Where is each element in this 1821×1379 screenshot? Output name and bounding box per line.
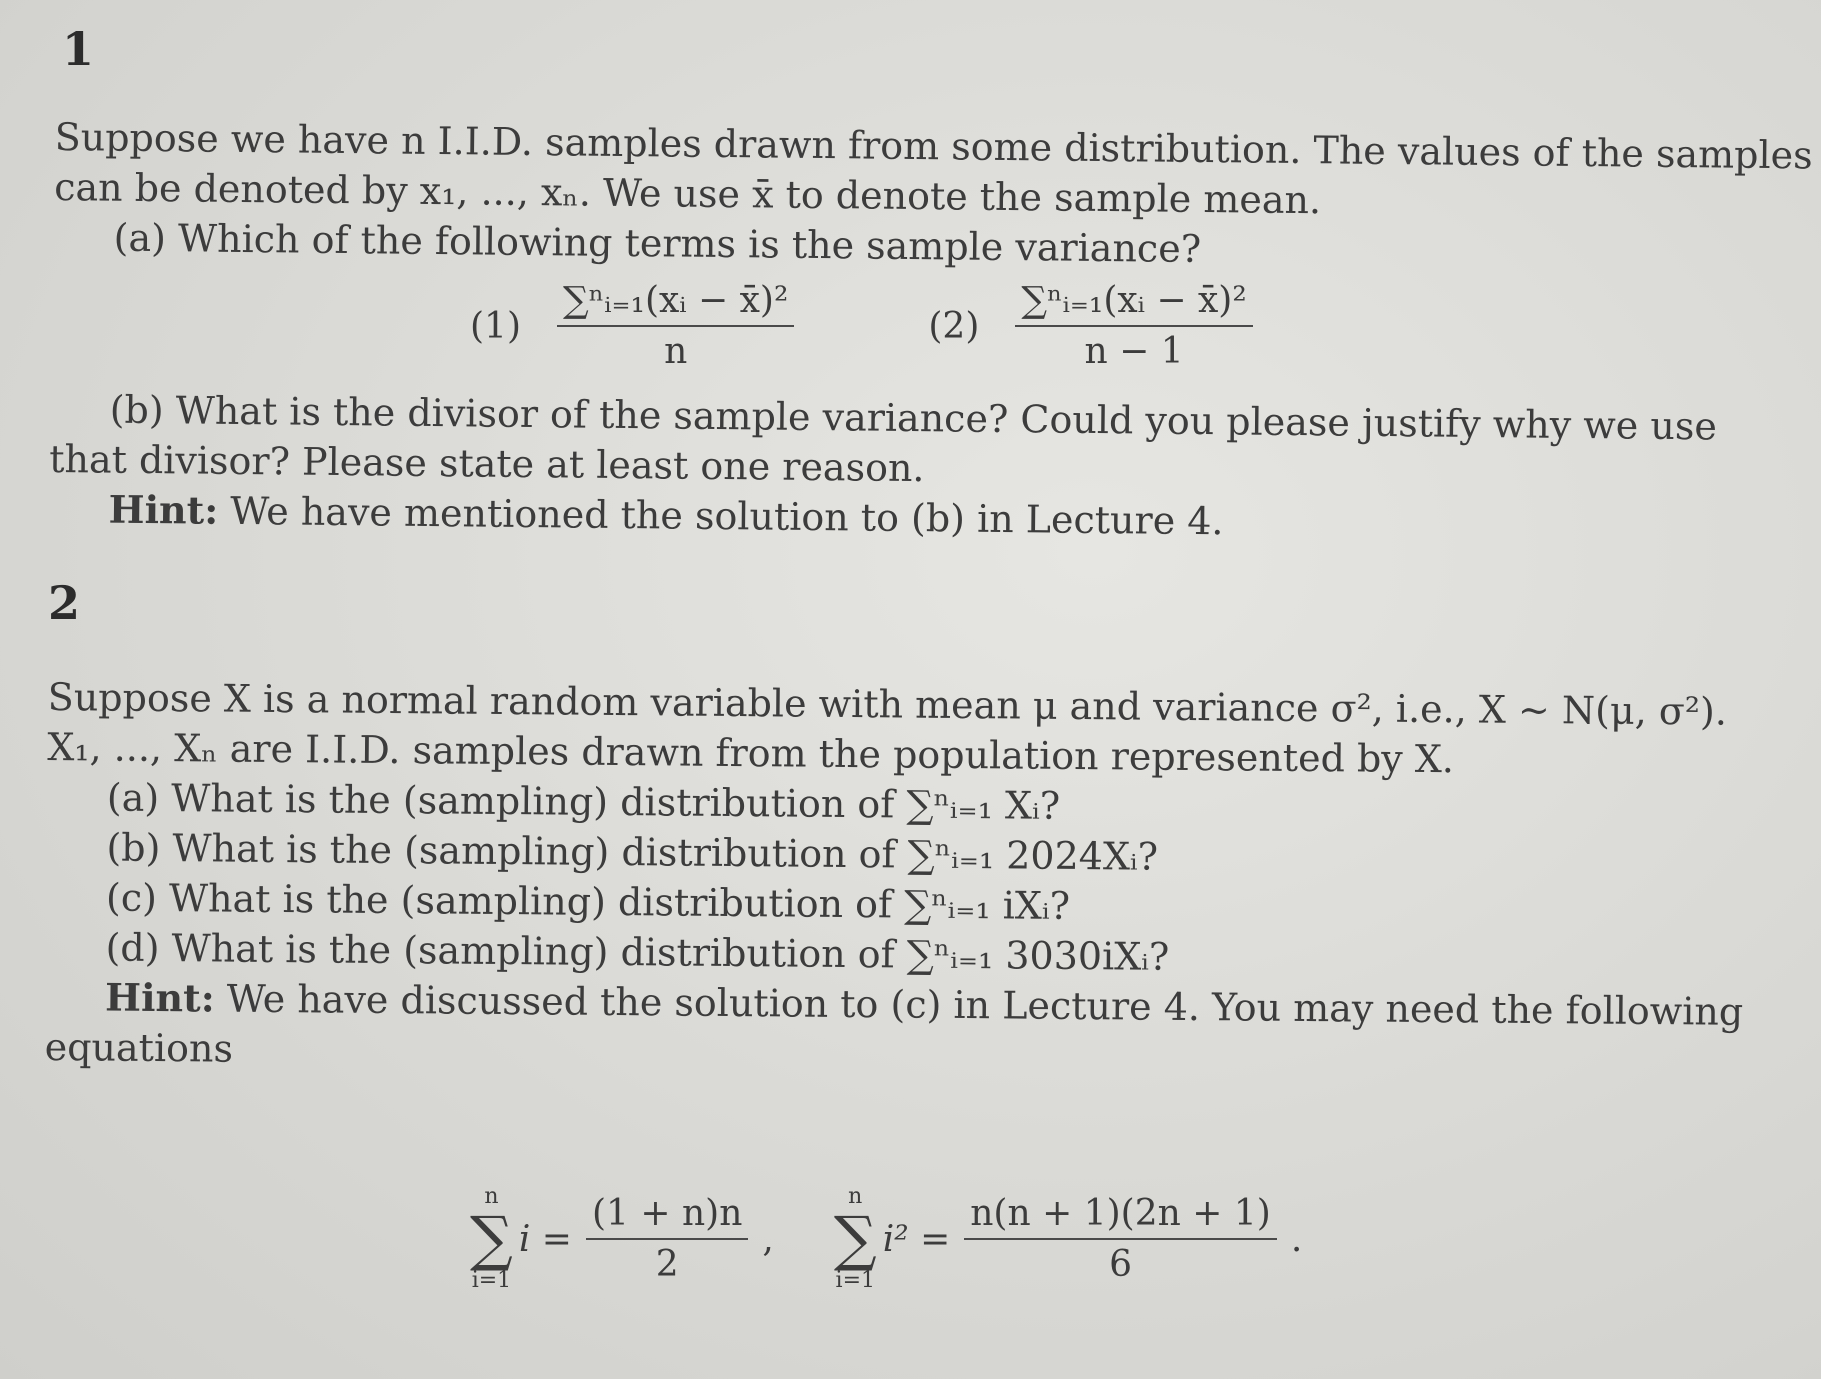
section2-part-b: (b) What is the (sampling) distribution of ∑ⁿᵢ₌₁ 2024Xᵢ? bbox=[106, 825, 1159, 879]
section2-intro bbox=[45, 672, 1747, 1087]
section1-part-b bbox=[48, 384, 1717, 551]
section2-hint-line2: equations bbox=[44, 1024, 234, 1071]
section1-intro bbox=[53, 112, 1813, 280]
section2-part-c: (c) What is the (sampling) distribution of ∑ⁿᵢ₌₁ iXᵢ? bbox=[105, 875, 1071, 928]
section2-part-a: (a) What is the (sampling) distribution of ∑ⁿᵢ₌₁ Xᵢ? bbox=[106, 775, 1061, 828]
option2-label: (2) bbox=[928, 305, 980, 347]
eq1-numerator: (1 + n)n bbox=[586, 1193, 748, 1240]
eq1-term: i = bbox=[518, 1218, 572, 1260]
option2-denominator: n − 1 bbox=[1084, 331, 1184, 372]
section2-part-d: (d) What is the (sampling) distribution of ∑ⁿᵢ₌₁ 3030iXᵢ? bbox=[105, 925, 1170, 979]
section1-hint-label: Hint: bbox=[108, 486, 219, 533]
section1-hint-text: We have mentioned the solution to (b) in Lecture 4. bbox=[230, 488, 1224, 544]
eq2-upper-limit: n bbox=[848, 1184, 863, 1209]
section2-intro-line2: X₁, ..., Xₙ are I.I.D. samples drawn from the population represented by X. bbox=[47, 724, 1455, 782]
eq1-lower-limit: i=1 bbox=[471, 1268, 512, 1293]
eq1-summation bbox=[470, 1185, 513, 1293]
eq2-denominator: 6 bbox=[1109, 1244, 1132, 1285]
section1-intro-line2: can be denoted by x₁, ..., xₙ. We use x̄ to denote the sample mean. bbox=[53, 164, 1322, 223]
eq-end: . bbox=[1290, 1218, 1303, 1260]
eq2-summation bbox=[834, 1185, 877, 1293]
section2-hint-text: We have discussed the solution to (c) in Lecture 4. You may need the following bbox=[226, 976, 1744, 1034]
eq2-fraction bbox=[964, 1193, 1277, 1285]
section2-hint-label: Hint: bbox=[104, 974, 215, 1021]
eq2-term: i² = bbox=[882, 1218, 951, 1260]
eq2-numerator: n(n + 1)(2n + 1) bbox=[964, 1193, 1277, 1240]
section1-part-a: (a) Which of the following terms is the sample variance? bbox=[113, 215, 1202, 272]
eq1-sigma: ∑ bbox=[470, 1204, 513, 1274]
option1-denominator: n bbox=[664, 331, 688, 372]
option1-fraction bbox=[557, 280, 794, 372]
section1-part-b-line1: (b) What is the divisor of the sample variance? Could you please justify why we use bbox=[109, 387, 1718, 449]
option2-numerator: ∑ⁿᵢ₌₁(xᵢ − x̄)² bbox=[1015, 280, 1252, 327]
eq1-fraction bbox=[586, 1193, 748, 1285]
section-number-1: 1 bbox=[62, 22, 95, 76]
eq2-lower-limit: i=1 bbox=[835, 1268, 875, 1293]
option2-fraction bbox=[1015, 280, 1252, 372]
section1-options bbox=[470, 280, 1267, 372]
section2-equations bbox=[470, 1185, 1302, 1293]
option1-numerator: ∑ⁿᵢ₌₁(xᵢ − x̄)² bbox=[557, 280, 794, 327]
section1-intro-line1: Suppose we have n I.I.D. samples drawn from some distribution. The values of the samples bbox=[54, 114, 1813, 178]
eq-separator: , bbox=[762, 1218, 774, 1260]
eq2-sigma: ∑ bbox=[833, 1204, 877, 1274]
eq1-upper-limit: n bbox=[484, 1184, 499, 1209]
section-number-2: 2 bbox=[48, 576, 81, 630]
option1-label: (1) bbox=[470, 305, 521, 347]
section2-intro-line1: Suppose X is a normal random variable with mean μ and variance σ², i.e., X ~ N(μ, σ²). bbox=[47, 674, 1728, 734]
eq1-denominator: 2 bbox=[655, 1244, 679, 1285]
section1-part-b-line2: that divisor? Please state at least one reason. bbox=[48, 436, 925, 491]
